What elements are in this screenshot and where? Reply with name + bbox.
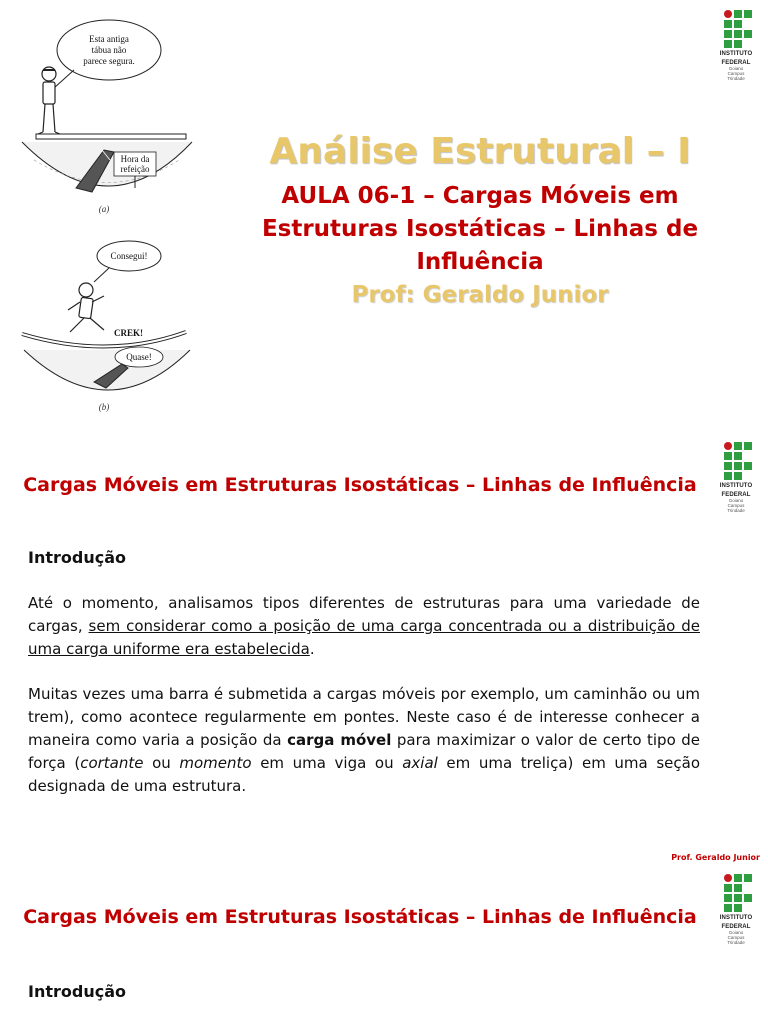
if-logo-mark (724, 442, 760, 480)
section-title: Introdução (28, 548, 126, 567)
caption-a: (a) (98, 204, 110, 214)
if-logo-campus-2: Trindade (727, 76, 745, 81)
if-logo-campus-2: Trindade (727, 940, 745, 945)
if-logo-brand-2: FEDERAL (721, 492, 751, 498)
cartoon-svg (14, 10, 194, 420)
sign-a-line1: Hora da (120, 154, 150, 164)
p2-c: ou (143, 754, 180, 772)
person-standing-icon (38, 67, 60, 134)
lecture-subtitle: AULA 06-1 – Cargas Móveis em Estruturas Isostáticas – Linhas de Influência (261, 183, 699, 275)
if-logo (712, 10, 760, 81)
caption-b: (b) (98, 402, 110, 412)
p1-end: . (309, 640, 315, 658)
if-logo-mark (724, 874, 760, 912)
slide-introduction (0, 432, 768, 864)
if-logo-campus-2: Trindade (727, 508, 745, 513)
section-title: Introdução (28, 982, 126, 1001)
if-logo-brand-1: INSTITUTO (719, 915, 753, 921)
bubble-a-line2: tábua não (91, 45, 127, 55)
footer-professor: Prof. Geraldo Junior (671, 853, 760, 862)
if-logo-campus-1: Campus (727, 503, 745, 508)
slide-heading: Cargas Móveis em Estruturas Isostáticas – Linhas de Influência (23, 474, 697, 496)
professor-name: Prof: Geraldo Junior (351, 282, 609, 308)
crack-text: CREK! (114, 328, 143, 338)
p1-start: Até o momento, analisamos tipos diferentes de estruturas para uma variedade de cargas, (28, 594, 700, 635)
sign-a-line2: refeição (120, 164, 150, 174)
plank-a (36, 134, 186, 139)
bubble-a-line3: parece segura. (83, 56, 135, 66)
bubble-a-line1: Esta antiga (89, 34, 129, 44)
if-logo-brand-2: FEDERAL (721, 60, 751, 66)
person-running-icon (68, 283, 104, 332)
if-logo-brand-3: Goiano (728, 930, 744, 935)
if-logo-brand-3: Goiano (728, 66, 744, 71)
if-logo-campus-1: Campus (727, 935, 745, 940)
p2-italic-3: axial (402, 754, 438, 772)
p2-d: em uma viga ou (251, 754, 403, 772)
if-logo-campus-1: Campus (727, 71, 745, 76)
if-logo-brand-1: INSTITUTO (719, 483, 753, 489)
title-block (240, 130, 720, 311)
p2-bold: carga móvel (287, 731, 392, 749)
cartoon-illustration (14, 10, 194, 420)
if-logo-mark (724, 10, 760, 48)
p1-underlined: sem considerar como a posição de uma carga concentrada ou a distribuição de uma carga uniforme era estabelecida (28, 617, 700, 658)
if-logo-brand-3: Goiano (728, 498, 744, 503)
if-logo-brand-2: FEDERAL (721, 924, 751, 930)
bubble-b-text: Consegui! (110, 251, 148, 261)
bubble-c-text: Quase! (126, 352, 152, 362)
p2-b: para maximizar o valor de certo tipo de força ( (28, 731, 701, 772)
slide-introduction-2 (0, 864, 768, 1024)
if-logo-brand-1: INSTITUTO (719, 51, 753, 57)
p2-italic-1: cortante (80, 754, 144, 772)
p2-e: em uma treliça) em uma seção designada de uma estrutura. (28, 754, 700, 795)
paragraph-1 (28, 592, 700, 661)
slide-heading: Cargas Móveis em Estruturas Isostáticas – Linhas de Influência (23, 906, 697, 928)
p2-a: Muitas vezes uma barra é submetida a cargas móveis por exemplo, um caminhão ou um trem), como acontece regularmente em pontes. Neste caso é de interesse conhecer a maneira como varia a posição da (28, 685, 700, 749)
slide-title (0, 0, 768, 432)
paragraph-2 (28, 683, 700, 798)
course-title: Análise Estrutural – I (269, 131, 691, 172)
p2-italic-2: momento (179, 754, 252, 772)
